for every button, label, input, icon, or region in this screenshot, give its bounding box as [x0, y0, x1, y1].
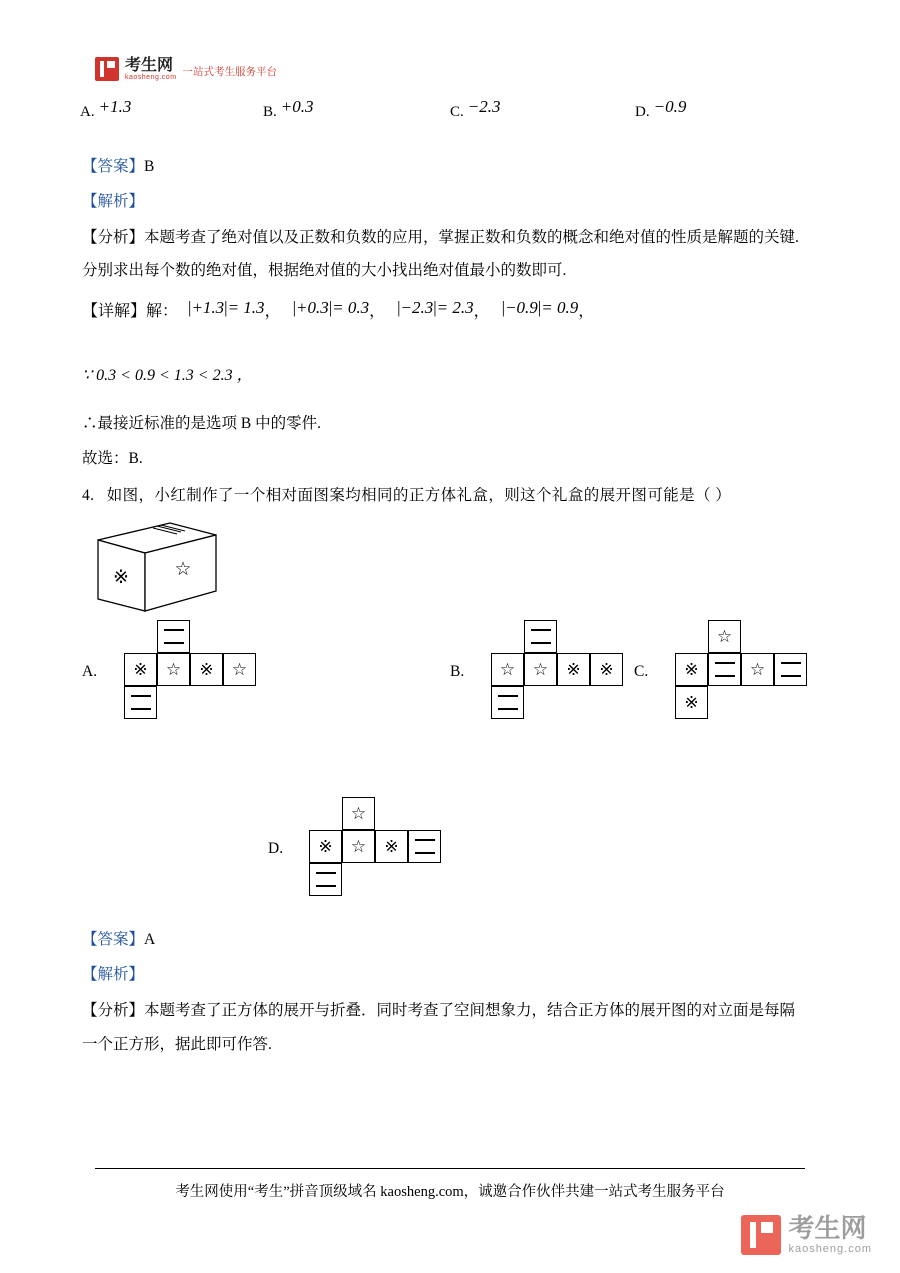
answer-tag: 【答案】 [82, 931, 145, 948]
q4-answer-value: A [144, 931, 156, 948]
q4-answer-row [82, 928, 155, 951]
box-side-glyph: ☆ [174, 558, 192, 580]
abs-term-3-expr: −2.3 [400, 298, 434, 317]
fenxi-tag: 【分析】 [82, 229, 145, 246]
option-b [263, 97, 314, 121]
option-d [635, 97, 687, 121]
net-c-cell-6 [675, 686, 708, 719]
fenxi-text-1-end: . [795, 229, 799, 246]
net-b-cell-6 [491, 686, 524, 719]
q3-analysis-tag: 【解析】 [82, 193, 145, 210]
equals-icon [531, 629, 551, 644]
q4-analysis-tag: 【解析】 [82, 966, 145, 983]
watermark-domain: kaosheng.com [788, 1243, 872, 1255]
net-d-cell-6 [309, 863, 342, 896]
logo-domain: kaosheng.com [125, 73, 177, 81]
box-front-glyph: ※ [113, 566, 129, 588]
abs-term-4-expr: −0.9 [505, 298, 538, 317]
star-icon: ☆ [716, 627, 733, 646]
q3-therefore-line: ∴最接近标准的是选项 B 中的零件. [82, 415, 321, 432]
abs-term-3: |−2.3|= 2.3 [397, 298, 474, 317]
net-a-label: A. [82, 663, 98, 680]
xiangjie-prefix: 解： [146, 303, 179, 320]
net-d-cell-5 [408, 830, 441, 863]
star-icon: ☆ [165, 660, 182, 679]
sep-2: ， [369, 303, 386, 320]
q3-conclusion: 故选：B. [82, 450, 143, 467]
q3-fenxi-line1 [82, 225, 822, 251]
option-a [80, 97, 132, 121]
sep-1: ， [264, 303, 281, 320]
net-a-cell-6 [124, 686, 157, 719]
q4-fenxi-text-1: 本题考查了正方体的展开与折叠．同时考查了空间想象力，结合正方体的展开图的对立面是每隔 [144, 1002, 796, 1019]
net-a-cell-3 [157, 653, 190, 686]
abs-term-2-expr: +0.3 [295, 298, 329, 317]
fenxi-text-1: 本题考查了绝对值以及正数和负数的应用，掌握正数和负数的概念和绝对值的性质是解题的关键 [144, 229, 796, 246]
watermark-logo-icon [741, 1215, 781, 1255]
answer-tag: 【答案】 [82, 158, 145, 175]
gift-box-figure [95, 515, 220, 615]
equals-icon [131, 695, 151, 710]
q4-stem [82, 483, 731, 505]
net-c-cell-4 [741, 653, 774, 686]
net-b-cell-2 [491, 653, 524, 686]
option-c-letter: C. [450, 104, 464, 120]
star-icon: ☆ [231, 660, 248, 679]
net-d-label: D. [268, 840, 284, 857]
logo-icon [95, 57, 119, 81]
option-d-value: −0.9 [653, 97, 687, 116]
net-b-cell-5 [590, 653, 623, 686]
abs-term-1: |+1.3|= 1.3 [188, 298, 265, 317]
net-a-cell-4 [190, 653, 223, 686]
q4-number: 4. [82, 487, 95, 504]
net-c-cell-5 [774, 653, 807, 686]
xiangjie-tag: 【详解】 [82, 303, 147, 320]
net-c-cell-3 [708, 653, 741, 686]
star-icon: ☆ [350, 804, 367, 823]
sep-4: ， [578, 303, 595, 320]
abs-term-4: |−0.9|= 0.9 [501, 298, 579, 317]
net-b-cell-3 [524, 653, 557, 686]
net-b-label: B. [450, 663, 465, 680]
q3-answer-row [82, 155, 154, 178]
equals-icon [316, 872, 336, 887]
net-d-cell-1 [342, 797, 375, 830]
net-c-cell-1 [708, 620, 741, 653]
fenxi-tag: 【分析】 [82, 1002, 145, 1019]
watermark-title: 考生网 [788, 1213, 867, 1243]
abs-term-4-eq: = 0.9 [541, 298, 579, 317]
logo-title: 考生网 [125, 56, 174, 74]
asterisk-icon: ※ [599, 660, 614, 679]
equals-icon [498, 695, 518, 710]
footer-divider [95, 1168, 805, 1169]
asterisk-icon: ※ [318, 837, 333, 856]
star-icon: ☆ [749, 660, 766, 679]
abs-term-2-eq: = 0.3 [332, 298, 370, 317]
q4-fenxi-line1 [82, 998, 822, 1024]
abs-term-3-eq: = 2.3 [436, 298, 474, 317]
asterisk-icon: ※ [384, 837, 399, 856]
option-d-letter: D. [635, 104, 650, 120]
watermark-text [788, 1215, 872, 1255]
option-b-letter: B. [263, 104, 277, 120]
q4-text: 如图，小红制作了一个相对面图案均相同的正方体礼盒，则这个礼盒的展开图可能是（ ） [106, 487, 732, 504]
asterisk-icon: ※ [566, 660, 581, 679]
q3-answer-value: B [144, 158, 155, 175]
abs-term-1-eq: = 1.3 [227, 298, 265, 317]
net-d-cell-3 [342, 830, 375, 863]
star-icon: ☆ [499, 660, 516, 679]
equals-icon [781, 662, 801, 677]
option-a-value: +1.3 [98, 97, 132, 116]
site-logo [95, 57, 277, 81]
net-b-cell-4 [557, 653, 590, 686]
q4-fenxi-line2: 一个正方形，据此即可作答. [82, 1036, 272, 1053]
abs-term-2: |+0.3|= 0.3 [292, 298, 370, 317]
equals-icon [715, 662, 735, 677]
net-a-cell-5 [223, 653, 256, 686]
net-c-label: C. [634, 663, 649, 680]
net-a-cell-1 [157, 620, 190, 653]
abs-term-1-expr: +1.3 [191, 298, 225, 317]
net-d-cell-4 [375, 830, 408, 863]
logo-text [125, 58, 177, 81]
watermark [741, 1215, 872, 1255]
net-c-cell-2 [675, 653, 708, 686]
equals-icon [415, 839, 435, 854]
option-b-value: +0.3 [280, 97, 314, 116]
q3-because-line: ∵ 0.3 < 0.9 < 1.3 < 2.3 ， [82, 367, 253, 384]
option-c-value: −2.3 [467, 97, 501, 116]
asterisk-icon: ※ [199, 660, 214, 679]
star-icon: ☆ [532, 660, 549, 679]
option-c [450, 97, 501, 121]
net-a-cell-2 [124, 653, 157, 686]
sep-3: ， [473, 303, 490, 320]
equals-icon [164, 629, 184, 644]
q3-xiangjie-line [82, 298, 594, 321]
star-icon: ☆ [350, 837, 367, 856]
asterisk-icon: ※ [133, 660, 148, 679]
q3-fenxi-line2: 分别求出每个数的绝对值，根据绝对值的大小找出绝对值最小的数即可. [82, 262, 567, 279]
footer-note: 考生网使用“考生”拼音顶级域名 kaosheng.com，诚邀合作伙伴共建一站式考生服务平台 [175, 1184, 725, 1200]
asterisk-icon: ※ [684, 693, 699, 712]
asterisk-icon: ※ [684, 660, 699, 679]
net-b-cell-1 [524, 620, 557, 653]
gift-box-svg [95, 515, 220, 615]
net-d-cell-2 [309, 830, 342, 863]
option-a-letter: A. [80, 104, 95, 120]
logo-slogan: 一站式考生服务平台 [182, 66, 278, 78]
